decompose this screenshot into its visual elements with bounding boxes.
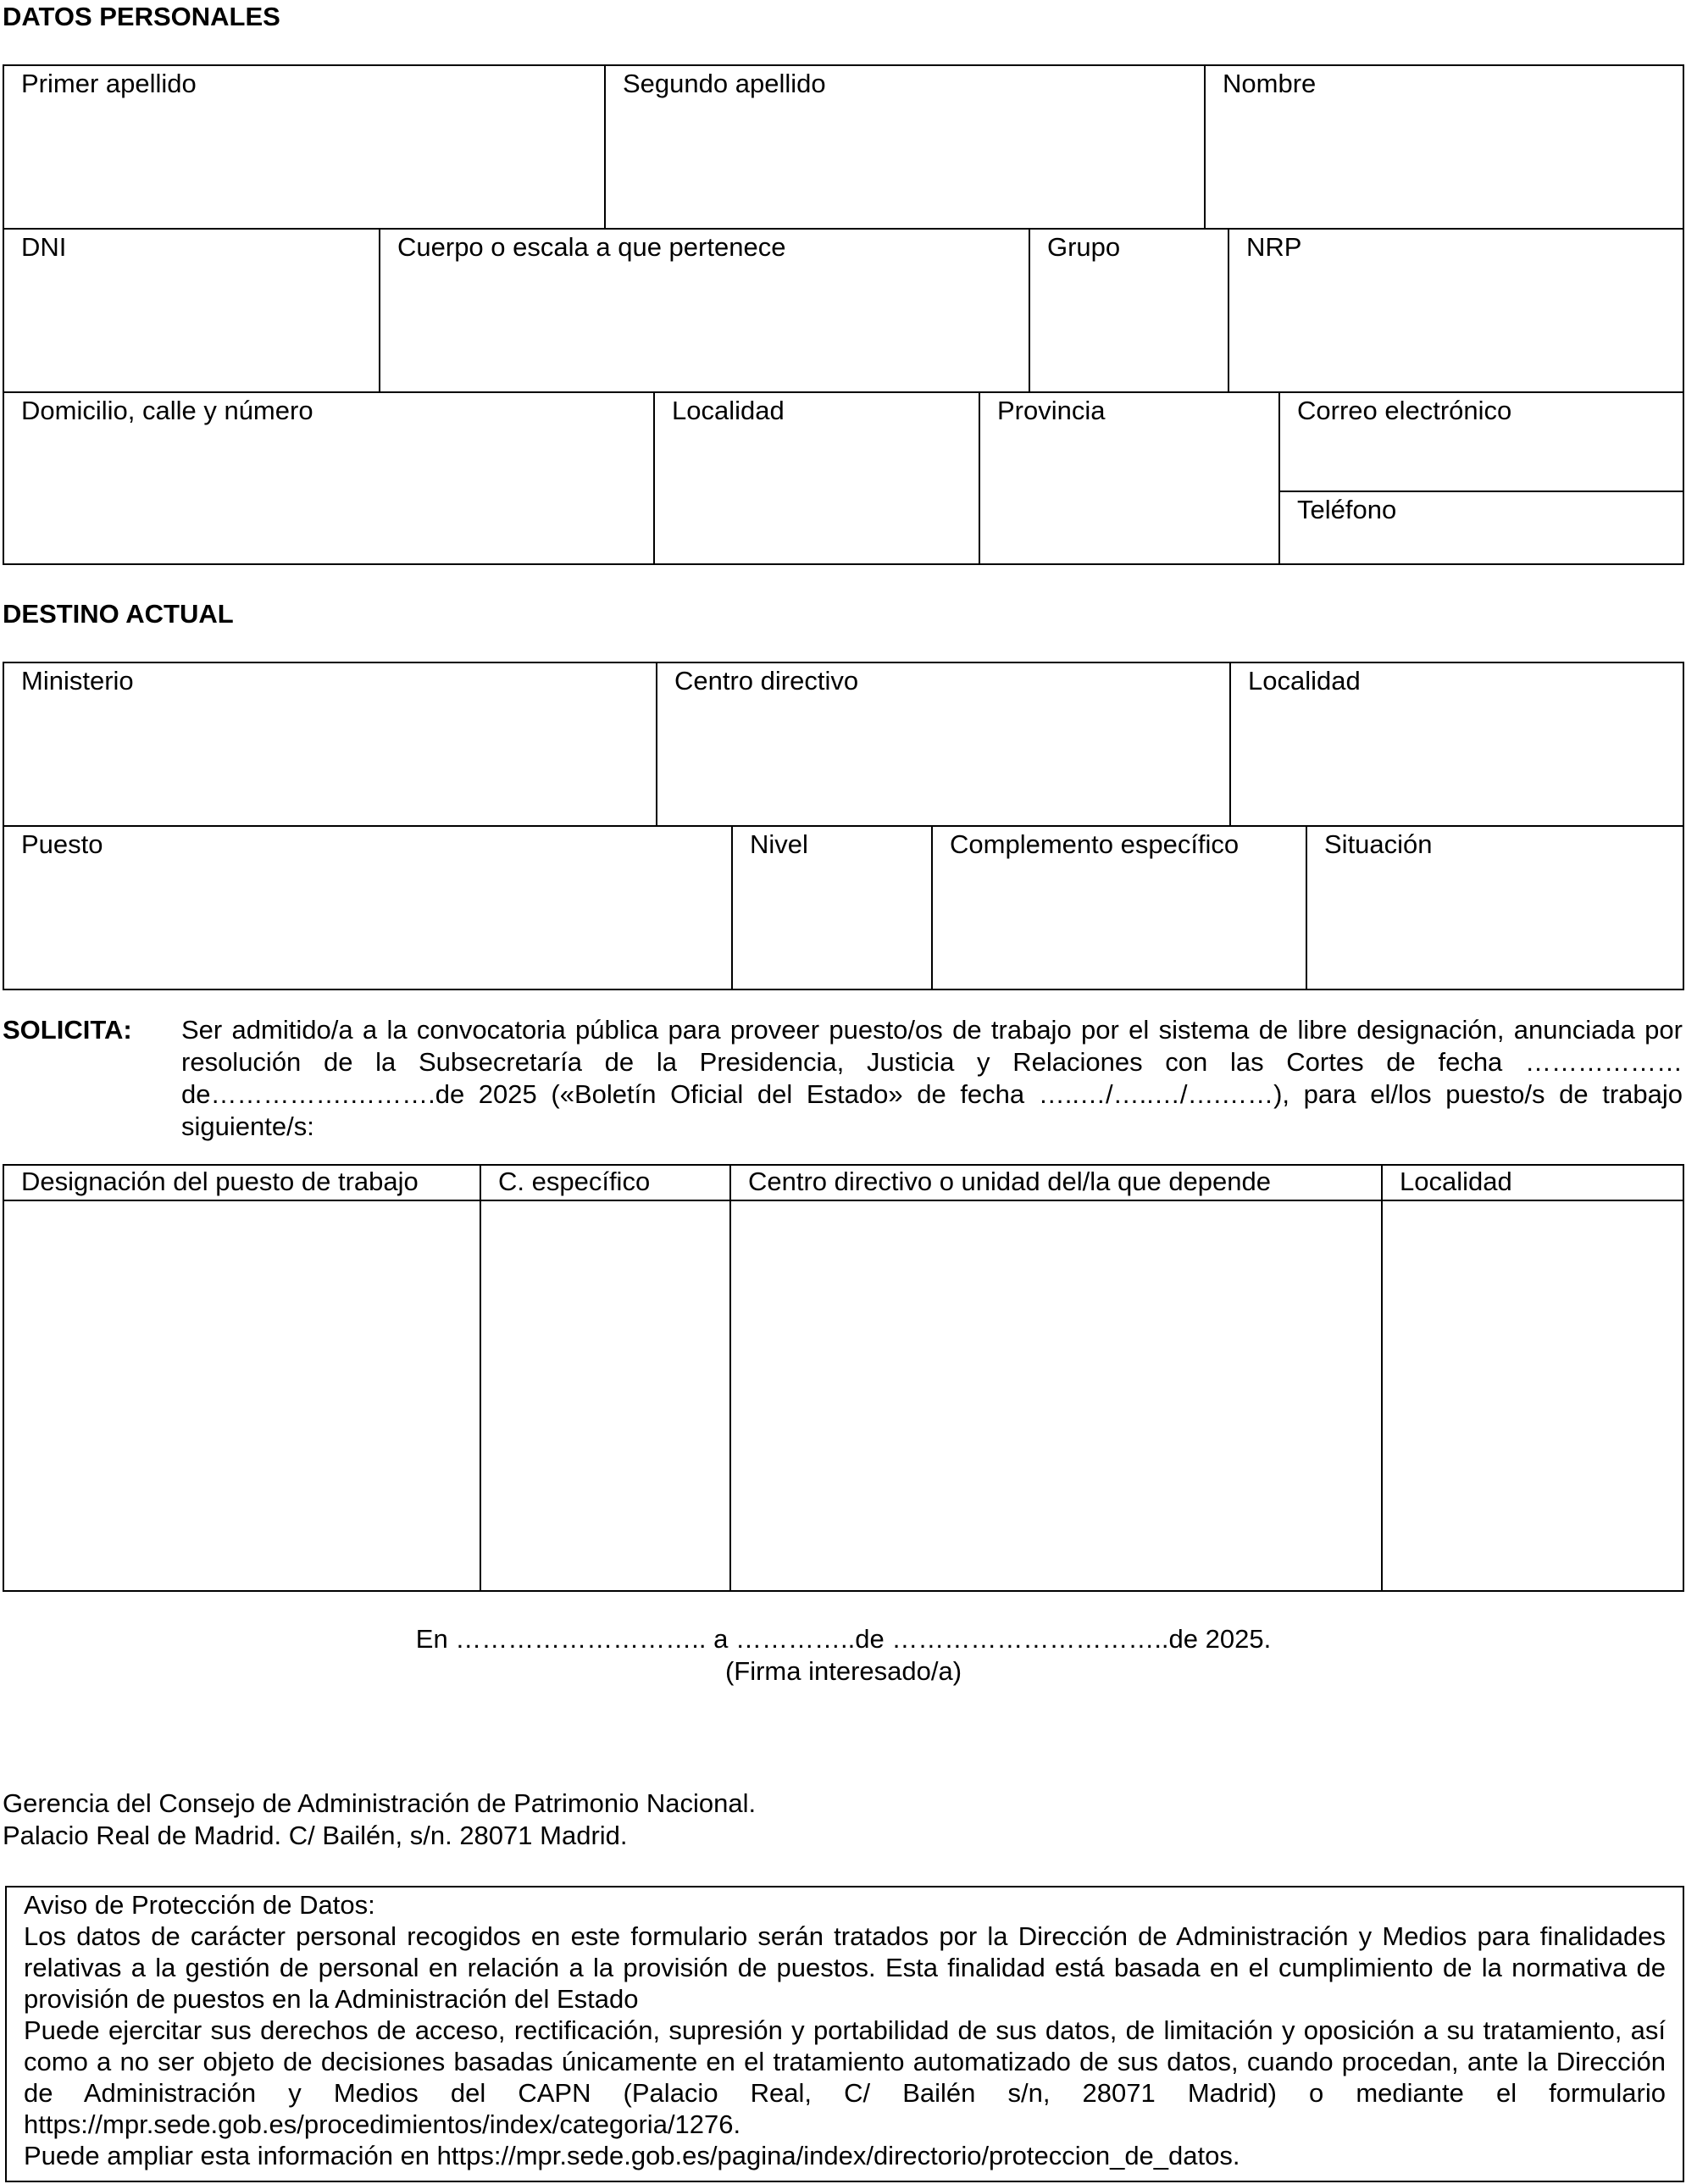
solicita-label: SOLICITA: bbox=[3, 1015, 132, 1045]
field-grupo[interactable] bbox=[1029, 228, 1229, 393]
cell-localidad[interactable] bbox=[1381, 1200, 1684, 1592]
field-label: Localidad bbox=[1248, 666, 1361, 696]
field-label: Primer apellido bbox=[21, 69, 197, 98]
positions-table bbox=[3, 1164, 1684, 1592]
field-label: Correo electrónico bbox=[1297, 396, 1512, 425]
field-destino-localidad[interactable] bbox=[1229, 662, 1684, 827]
field-label: Cuerpo o escala a que pertenece bbox=[397, 232, 786, 262]
field-label: DNI bbox=[21, 232, 67, 262]
section-heading-personal: DATOS PERSONALES bbox=[3, 2, 280, 31]
field-domicilio[interactable] bbox=[3, 391, 655, 565]
column-header: C. específico bbox=[498, 1167, 651, 1196]
field-localidad[interactable] bbox=[653, 391, 980, 565]
field-label: Grupo bbox=[1047, 232, 1121, 262]
field-label: Segundo apellido bbox=[623, 69, 826, 98]
field-label: Localidad bbox=[672, 396, 785, 425]
field-label: Teléfono bbox=[1297, 495, 1397, 524]
field-nivel[interactable] bbox=[731, 825, 933, 990]
field-primer-apellido[interactable] bbox=[3, 64, 606, 230]
signature-line: En ……………………….. a …………..de …………………………..de 2025. bbox=[415, 1624, 1272, 1654]
field-label: Ministerio bbox=[21, 666, 134, 696]
field-puesto[interactable] bbox=[3, 825, 733, 990]
field-label: NRP bbox=[1246, 232, 1302, 262]
field-provincia[interactable] bbox=[979, 391, 1280, 565]
col-header-c-especifico bbox=[480, 1164, 731, 1201]
address-line-1: Gerencia del Consejo de Administración de Patrimonio Nacional. bbox=[3, 1788, 757, 1818]
destino-table bbox=[3, 662, 1684, 990]
field-nombre[interactable] bbox=[1204, 64, 1684, 230]
column-header: Centro directivo o unidad del/la que depende bbox=[748, 1167, 1272, 1196]
field-cuerpo-escala[interactable] bbox=[379, 228, 1030, 393]
privacy-notice bbox=[5, 1886, 1684, 2182]
signature-caption: (Firma interesado/a) bbox=[724, 1656, 962, 1686]
cell-centro[interactable] bbox=[729, 1200, 1383, 1592]
field-label: Nivel bbox=[750, 829, 808, 859]
privacy-paragraph-2: Puede ejercitar sus derechos de acceso, rectificación, supresión y portabilidad de sus datos, de limitación y oposición a su tratamiento, así como a no ser objeto de decisiones basadas únicamente en el tratamiento automatizado de sus datos, cuando procedan, ante la Dirección de Administración y Medios del CAPN (Palacio Real, C/ Bailén s/n, 28071 Madrid) o mediante el formulario https://mpr.sede.gob.es/procedimientos/index/categoria/1276. bbox=[24, 2015, 1666, 2139]
field-telefono[interactable] bbox=[1278, 491, 1684, 565]
field-label: Puesto bbox=[21, 829, 103, 859]
field-segundo-apellido[interactable] bbox=[604, 64, 1206, 230]
field-label: Domicilio, calle y número bbox=[21, 396, 313, 425]
field-centro-directivo[interactable] bbox=[656, 662, 1231, 827]
field-label: Nombre bbox=[1223, 69, 1317, 98]
col-header-localidad bbox=[1381, 1164, 1684, 1201]
privacy-paragraph-1: Los datos de carácter personal recogidos en este formulario serán tratados por la Dirección de Administración y Medios para finalidades relativas a la gestión de personal en relación a la provisión de puestos. Esta finalidad está basada en el cumplimiento de la normativa de provisión de puestos en la Administración del Estado bbox=[24, 1921, 1666, 2014]
privacy-title: Aviso de Protección de Datos: bbox=[24, 1890, 375, 1920]
privacy-paragraph-3: Puede ampliar esta información en https://mpr.sede.gob.es/pagina/index/directorio/proteccion_de_datos. bbox=[24, 2141, 1240, 2170]
address-line-2: Palacio Real de Madrid. C/ Bailén, s/n. 28071 Madrid. bbox=[3, 1821, 628, 1850]
field-complemento[interactable] bbox=[931, 825, 1307, 990]
column-header: Localidad bbox=[1400, 1167, 1512, 1196]
field-ministerio[interactable] bbox=[3, 662, 657, 827]
field-label: Complemento específico bbox=[950, 829, 1240, 859]
column-header: Designación del puesto de trabajo bbox=[21, 1167, 419, 1196]
field-label: Situación bbox=[1324, 829, 1433, 859]
field-label: Centro directivo bbox=[674, 666, 859, 696]
col-header-centro bbox=[729, 1164, 1383, 1201]
field-label: Provincia bbox=[997, 396, 1106, 425]
field-nrp[interactable] bbox=[1228, 228, 1684, 393]
personal-data-table bbox=[3, 64, 1684, 565]
cell-c-especifico[interactable] bbox=[480, 1200, 731, 1592]
solicita-text: Ser admitido/a a la convocatoria pública para proveer puesto/os de trabajo por el sistema de libre designación, anunciada por resolución de la Subsecretaría de la Presidencia, Justicia y Relaciones con las Cortes de fecha ………………de…………….……….de 2025 («Boletín Oficial del Estado» de fecha …..…/…..…/….……), para el/los puesto/s de trabajo siguiente/s: bbox=[181, 1015, 1683, 1141]
field-correo[interactable] bbox=[1278, 391, 1684, 492]
field-dni[interactable] bbox=[3, 228, 380, 393]
field-situacion[interactable] bbox=[1306, 825, 1684, 990]
col-header-designacion bbox=[3, 1164, 481, 1201]
cell-designacion[interactable] bbox=[3, 1200, 481, 1592]
section-heading-destino: DESTINO ACTUAL bbox=[3, 599, 234, 629]
